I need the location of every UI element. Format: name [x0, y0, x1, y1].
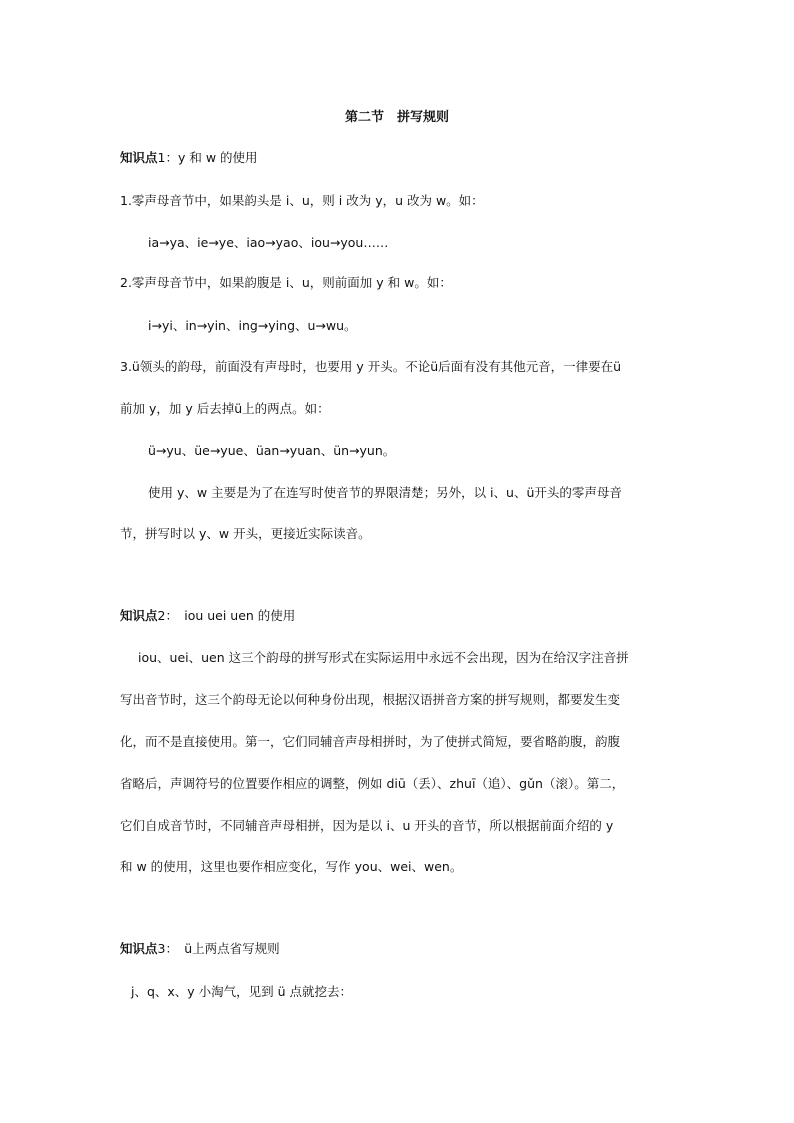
knowledge-point-heading-text: 3： ü上两点省写规则	[157, 941, 280, 956]
paragraph-line: 写出音节时，这三个韵母无论以何种身份出现，根据汉语拼音方案的拼写规则，都要发生变	[120, 692, 621, 707]
rule-1-examples: ia→ya、ie→ye、iao→yao、iou→you……	[148, 235, 389, 250]
knowledge-point-3-heading	[120, 941, 280, 957]
paragraph-line: 省略后，声调符号的位置要作相应的调整，例如 diū（丢）、zhuī（追）、gǔn（滚）。第二，	[120, 776, 625, 791]
knowledge-point-1-heading	[120, 150, 258, 166]
paragraph-line: iou、uei、uen 这三个韵母的拼写形式在实际运用中永远不会出现，因为在给汉字注音拼	[138, 650, 629, 665]
paragraph-line: j、q、x、y 小淘气，见到 ü 点就挖去：	[131, 984, 353, 999]
section-title: 第二节 拼写规则	[344, 110, 449, 125]
knowledge-point-label: 知识点	[120, 941, 158, 956]
rule-3-examples: ü→yu、üe→yue、üan→yuan、ün→yun。	[148, 443, 396, 458]
rule-1-text: 1.零声母音节中，如果韵头是 i、u，则 i 改为 y，u 改为 w。如：	[120, 193, 484, 208]
rule-3-text-line-2: 前加 y，加 y 后去掉ü上的两点。如：	[120, 401, 330, 416]
knowledge-point-label: 知识点	[120, 608, 158, 623]
paragraph-line: 和 w 的使用，这里也要作相应变化，写作 you、wei、wen。	[120, 859, 463, 874]
paragraph-line: 它们自成音节时，不同辅音声母相拼，因为是以 i、u 开头的音节，所以根据前面介绍的 y	[120, 818, 614, 833]
knowledge-point-2-heading	[120, 608, 295, 624]
rule-2-text: 2.零声母音节中，如果韵腹是 i、u，则前面加 y 和 w。如：	[120, 275, 452, 290]
note-paragraph-line-1: 使用 y、w 主要是为了在连写时使音节的界限清楚；另外，以 i、u、ü开头的零声母音	[148, 485, 622, 500]
knowledge-point-heading-text: 2： iou uei uen 的使用	[157, 608, 296, 623]
rule-3-text-line-1: 3.ü领头的韵母，前面没有声母时，也要用 y 开头。不论ü后面有没有其他元音，一律要在ü	[120, 359, 622, 374]
note-paragraph-line-2: 节，拼写时以 y、w 开头，更接近实际读音。	[120, 526, 371, 541]
knowledge-point-heading-text: 1：y 和 w 的使用	[157, 150, 258, 165]
rule-2-examples: i→yi、in→yin、ing→ying、u→wu。	[148, 318, 357, 333]
knowledge-point-label: 知识点	[120, 150, 158, 165]
paragraph-line: 化，而不是直接使用。第一，它们同辅音声母相拼时，为了使拼式简短，要省略韵腹，韵腹	[120, 734, 621, 749]
